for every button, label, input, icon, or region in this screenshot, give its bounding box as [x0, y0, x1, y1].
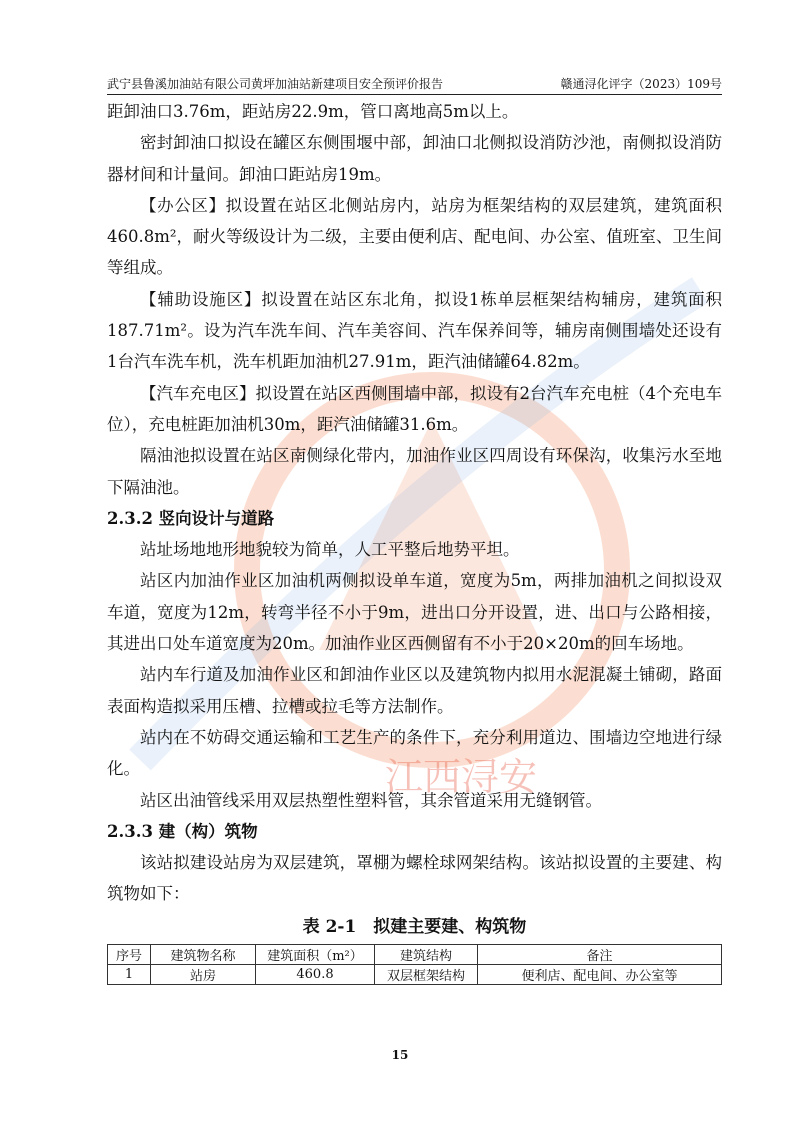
page-header: [107, 70, 722, 95]
table-header-cell: 建筑结构: [375, 944, 478, 964]
table-cell: 460.8: [256, 964, 375, 984]
table-header-row: [108, 944, 722, 964]
paragraph-charging-area: 【汽车充电区】拟设置在站区西侧围墙中部，拟设有2台汽车充电桩（4个充电车位），充电桩距加油机30m，距汽油储罐31.6m。: [107, 383, 722, 434]
table-cell: 双层框架结构: [375, 964, 478, 984]
table-header-cell: 备注: [478, 944, 722, 964]
table-cell: 1: [108, 964, 151, 984]
section-heading-buildings: 2.3.3 建（构）筑物: [107, 821, 258, 841]
table-caption: 表 2-1 拟建主要建、构筑物: [302, 916, 527, 937]
paragraph-auxiliary-area: 【辅助设施区】拟设置在站区东北角，拟设1栋单层框架结构辅房，建筑面积187.71m²。设为汽车洗车间、汽车美容间、汽车保养间等，辅房南侧围墙处还设有1台汽车洗车机，洗车机距加油机27.91m，距汽油储罐64.82m。: [107, 289, 722, 372]
paragraph-driveways: 站区内加油作业区加油机两侧拟设单车道，宽度为5m，两排加油机之间拟设双车道，宽度为12m，转弯半径不小于9m，进出口分开设置，进、出口与公路相接，其进出口处车道宽度为20m。加油作业区西侧留有不小于20×20m的回车场地。: [107, 571, 722, 654]
table-row: [108, 964, 722, 984]
paragraph-buildings-intro: 该站拟建设站房为双层建筑，罩棚为螺栓球网架结构。该站拟设置的主要建、构筑物如下：: [107, 853, 722, 904]
buildings-table: [107, 944, 722, 985]
watermark-text: 江西浔安: [385, 755, 538, 799]
section-heading-vertical-design: 2.3.2 竖向设计与道路: [107, 508, 275, 528]
table-cell: 便利店、配电间、办公室等: [478, 964, 722, 984]
paragraph-greening: 站内在不妨碍交通运输和工艺生产的条件下，充分利用道边、围墙边空地进行绿化。: [107, 727, 722, 779]
table-header-cell: 序号: [108, 944, 151, 964]
paragraph-unloading-port: 密封卸油口拟设在罐区东侧围堰中部，卸油口北侧拟设消防沙池，南侧拟设消防器材间和计量间。卸油口距站房19m。: [107, 133, 722, 184]
paragraph-vent-distance: 距卸油口3.76m，距站房22.9m，管口离地高5m以上。: [107, 102, 519, 121]
paragraph-terrain: 站址场地地形地貌较为简单，人工平整后地势平坦。: [140, 540, 520, 560]
page-number: 15: [391, 1048, 409, 1062]
page-body: [107, 96, 722, 985]
table-header-cell: 建筑面积（m²）: [256, 944, 375, 964]
paragraph-oil-separator: 隔油池拟设置在站区南侧绿化带内，加油作业区四周设有环保沟，收集污水至地下隔油池。: [107, 446, 722, 497]
table-cell: 站房: [151, 964, 256, 984]
paragraph-pipelines: 站区出油管线采用双层热塑性塑料管，其余管道采用无缝钢管。: [140, 790, 602, 810]
table-header-cell: 建筑物名称: [151, 944, 256, 964]
header-report-number: 赣通浔化评字（2023）109号: [560, 77, 722, 91]
paragraph-paving: 站内车行道及加油作业区和卸油作业区以及建筑物内拟用水泥混凝土铺砌，路面表面构造拟采用压槽、拉槽或拉毛等方法制作。: [107, 665, 722, 716]
paragraph-office-area: 【办公区】拟设置在站区北侧站房内，站房为框架结构的双层建筑，建筑面积460.8m²，耐火等级设计为二级，主要由便利店、配电间、办公室、值班室、卫生间等组成。: [107, 195, 722, 278]
header-report-title: 武宁县鲁溪加油站有限公司黄坪加油站新建项目安全预评价报告: [107, 77, 444, 91]
